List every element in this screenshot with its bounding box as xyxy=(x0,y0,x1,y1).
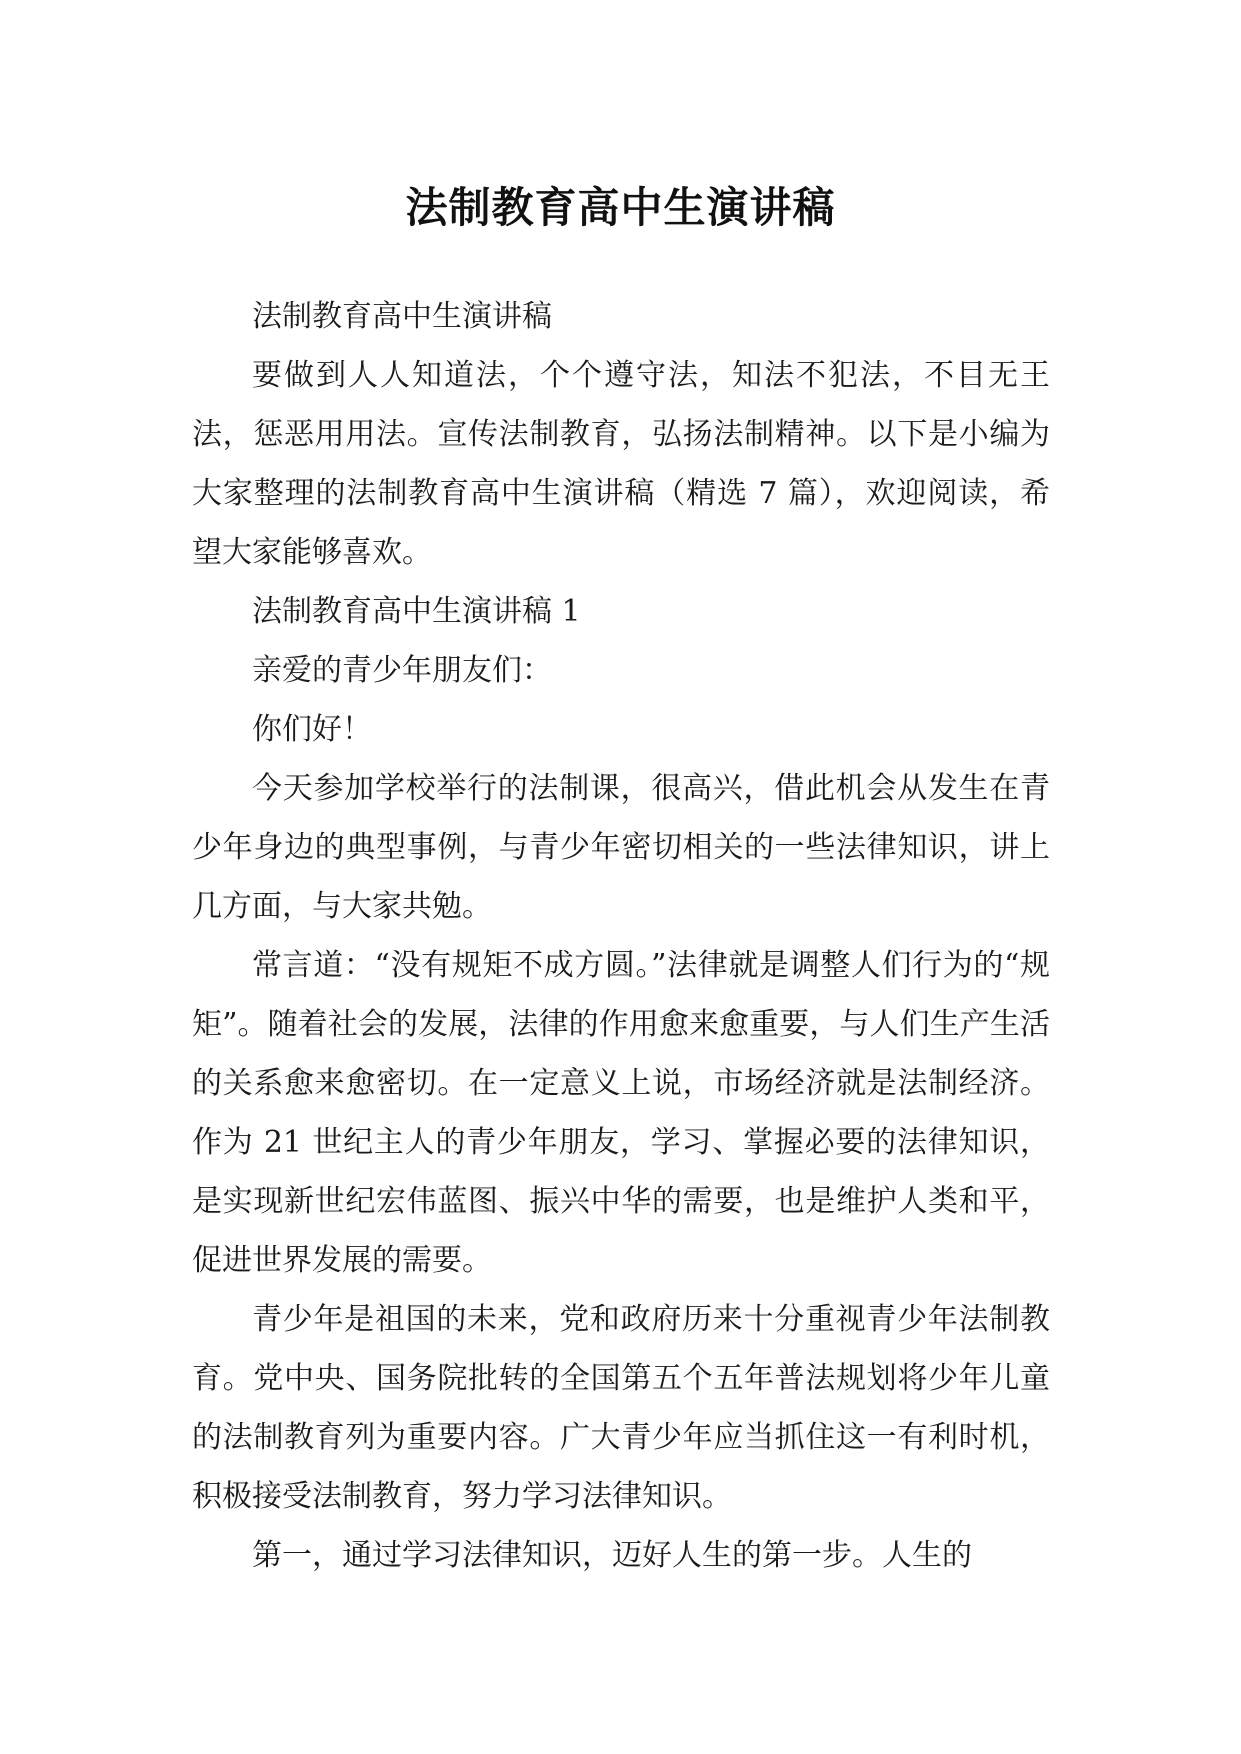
paragraph-section-heading: 法制教育高中生演讲稿 1 xyxy=(252,594,581,629)
paragraph-greeting: 你们好！ xyxy=(252,712,372,747)
paragraph-body: 第一，通过学习法律知识，迈好人生的第一步。人生的 xyxy=(252,1538,972,1573)
paragraph-intro: 要做到人人知道法，个个遵守法，知法不犯法，不目无王法，惩恶用用法。宣传法制教育，弘扬法制精神。以下是小编为大家整理的法制教育高中生演讲稿（精选 7 篇），欢迎阅读，希望大家能够喜欢。 xyxy=(192,358,1050,570)
paragraph-salutation: 亲爱的青少年朋友们： xyxy=(252,653,552,688)
document-body xyxy=(192,287,1050,1585)
paragraph-body: 青少年是祖国的未来，党和政府历来十分重视青少年法制教育。党中央、国务院批转的全国第五个五年普法规划将少年儿童的法制教育列为重要内容。广大青少年应当抓住这一有利时机，积极接受法制教育，努力学习法律知识。 xyxy=(192,1302,1050,1514)
paragraph-body: 常言道：“没有规矩不成方圆。”法律就是调整人们行为的“规矩”。随着社会的发展，法律的作用愈来愈重要，与人们生产生活的关系愈来愈密切。在一定意义上说，市场经济就是法制经济。作为 21 世纪主人的青少年朋友，学习、掌握必要的法律知识，是实现新世纪宏伟蓝图、振兴中华的需要，也是维护人类和平，促进世界发展的需要。 xyxy=(192,948,1050,1278)
paragraph-subtitle: 法制教育高中生演讲稿 xyxy=(252,299,552,334)
document-title: 法制教育高中生演讲稿 xyxy=(405,183,836,233)
paragraph-body: 今天参加学校举行的法制课，很高兴，借此机会从发生在青少年身边的典型事例，与青少年密切相关的一些法律知识，讲上几方面，与大家共勉。 xyxy=(192,771,1050,924)
